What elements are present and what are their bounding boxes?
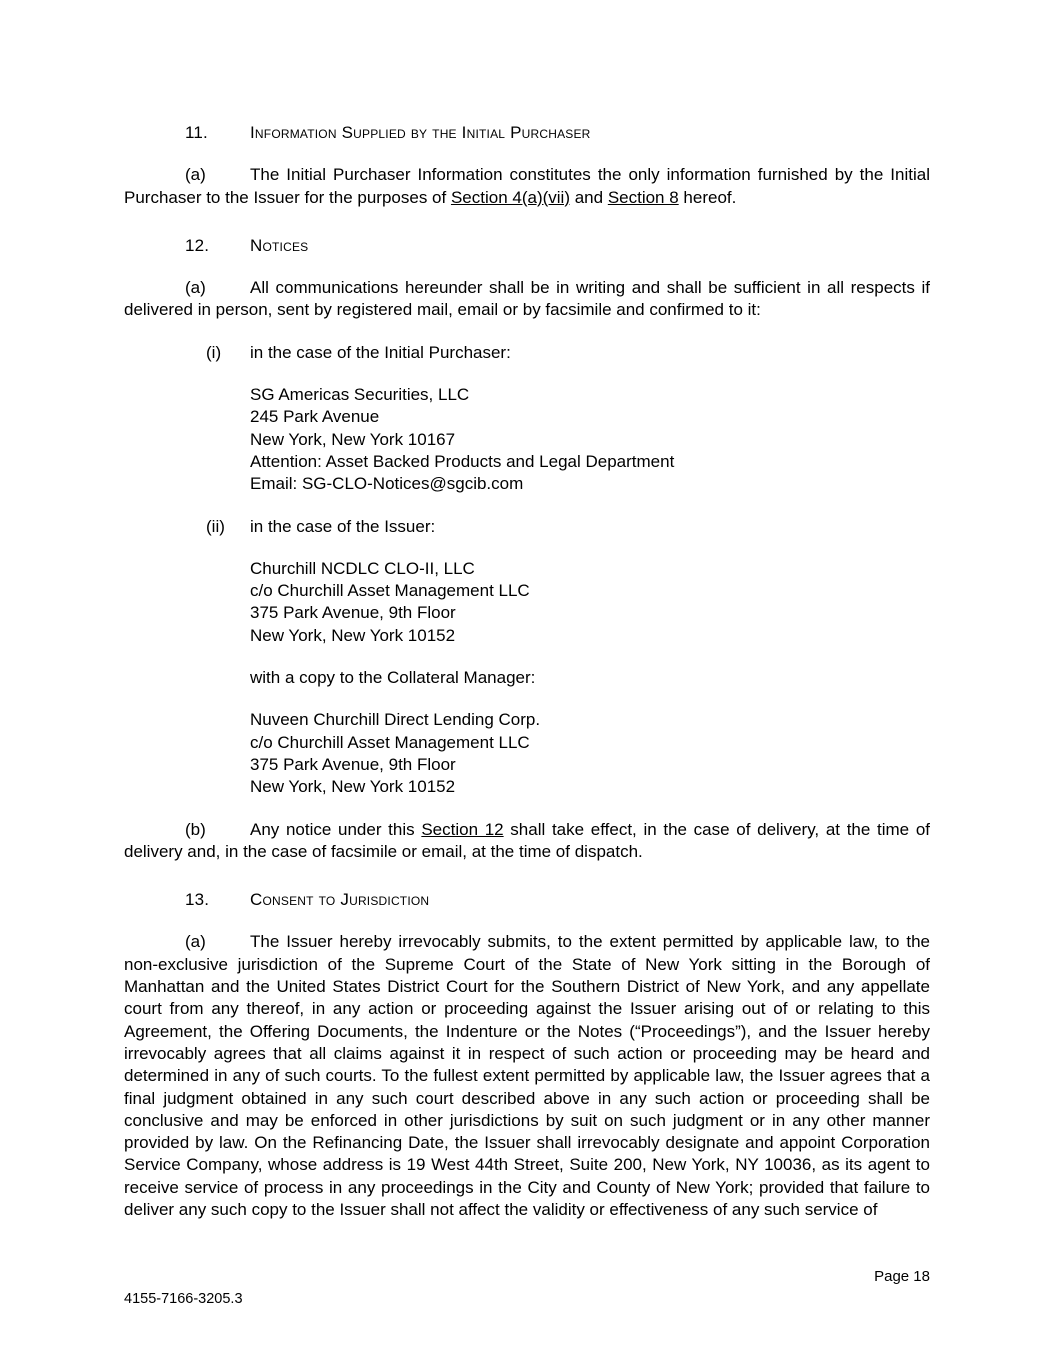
section-11-heading (185, 122, 930, 144)
paragraph-text: The Initial Purchaser Information constitutes the only information furnished by the Initial Purchaser to the Issuer for the purposes of (124, 165, 930, 207)
address-line: Email: SG-CLO-Notices@sgcib.com (250, 474, 524, 494)
address-line: Attention: Asset Backed Products and Legal Department (250, 451, 675, 471)
address-line: New York, New York 10152 (250, 625, 456, 645)
paragraph-text: All communications hereunder shall be in writing and shall be sufficient in all respects if delivered in person, sent by registered mail, email or by facsimile and confirmed to it: (124, 278, 930, 320)
list-item-text: in the case of the Issuer: (250, 516, 436, 536)
list-item-i (206, 342, 930, 364)
page-number: Page 18 (874, 1268, 930, 1285)
section-number: 12. (185, 235, 210, 255)
address-line: Nuveen Churchill Direct Lending Corp. (250, 710, 541, 730)
paragraph-13a (124, 931, 930, 1221)
address-line: Churchill NCDLC CLO-II, LLC (250, 558, 475, 578)
address-block-initial-purchaser (250, 384, 930, 495)
section-reference: Section 4(a)(vii) (450, 187, 570, 207)
paragraph-label: (a) (185, 278, 206, 298)
paragraph-12b (124, 819, 930, 864)
list-item-label: (ii) (206, 516, 225, 536)
address-line: SG Americas Securities, LLC (250, 385, 470, 405)
document-id-footer: 4155-7166-3205.3 (124, 1291, 243, 1307)
section-reference: Section 12 (421, 819, 504, 839)
document-content (124, 122, 930, 1241)
address-line: 245 Park Avenue (250, 407, 380, 427)
section-title: Information Supplied by the Initial Purchaser (250, 123, 591, 142)
paragraph-text: hereof. (678, 187, 737, 207)
paragraph-11a (124, 164, 930, 209)
address-block-collateral-manager (250, 709, 930, 798)
paragraph-text: and (570, 187, 608, 207)
address-line: 375 Park Avenue, 9th Floor (250, 754, 456, 774)
address-line: c/o Churchill Asset Management LLC (250, 732, 530, 752)
section-reference: Section 8 (607, 187, 679, 207)
section-13-heading (185, 889, 930, 911)
address-line: c/o Churchill Asset Management LLC (250, 581, 530, 601)
list-item-label: (i) (206, 342, 222, 362)
paragraph-label: (a) (185, 165, 206, 185)
section-number: 11. (185, 123, 208, 142)
paragraph-text: The Issuer hereby irrevocably submits, to the extent permitted by applicable law, to the non-exclusive jurisdiction of the Supreme Court of the State of New York sitting in the Borough of Manhattan and the United States District Court for the Southern District of New York, and any appellate court from any thereof, in any action or proceeding against the Issuer arising out of or relating to this Agreement, the Offering Documents, the Indenture or the Notes (“Proceedings”), and the Issuer hereby irrevocably agrees that all claims against it in respect of such action or proceeding may be heard and determined in any of such courts. To the fullest extent permitted by applicable law, the Issuer agrees that a final judgment obtained in any such court described above in any such action or proceeding shall be conclusive and may be enforced in other jurisdictions by suit on such judgment or in any other manner provided by law. On the Refinancing Date, the Issuer shall irrevocably designate and appoint Corporation Service Company, whose address is 19 West 44th Street, Suite 200, New York, NY 10036, as its agent to receive service of process in any proceedings in the City and County of New York; provided that failure to deliver any such copy to the Issuer shall not affect the validity or effectiveness of any such service of (124, 932, 930, 1219)
section-12-heading (185, 235, 930, 257)
paragraph-text: Any notice under this (250, 819, 422, 839)
paragraph-label: (b) (185, 819, 206, 839)
paragraph-text: shall take effect, in the case of delivery, at the time of delivery and, in the case of facsimile or email, at the time of dispatch. (124, 819, 930, 861)
paragraph-12a (124, 277, 930, 322)
list-item-ii (206, 516, 930, 538)
copy-note: with a copy to the Collateral Manager: (250, 668, 536, 688)
section-title: Notices (250, 235, 309, 255)
paragraph-label: (a) (185, 932, 206, 952)
list-item-text: in the case of the Initial Purchaser: (250, 342, 511, 362)
section-number: 13. (185, 890, 210, 910)
section-title: Consent to Jurisdiction (250, 890, 430, 910)
address-line: 375 Park Avenue, 9th Floor (250, 603, 456, 623)
address-line: New York, New York 10167 (250, 429, 456, 449)
address-block-issuer (250, 558, 930, 647)
address-line: New York, New York 10152 (250, 777, 456, 797)
